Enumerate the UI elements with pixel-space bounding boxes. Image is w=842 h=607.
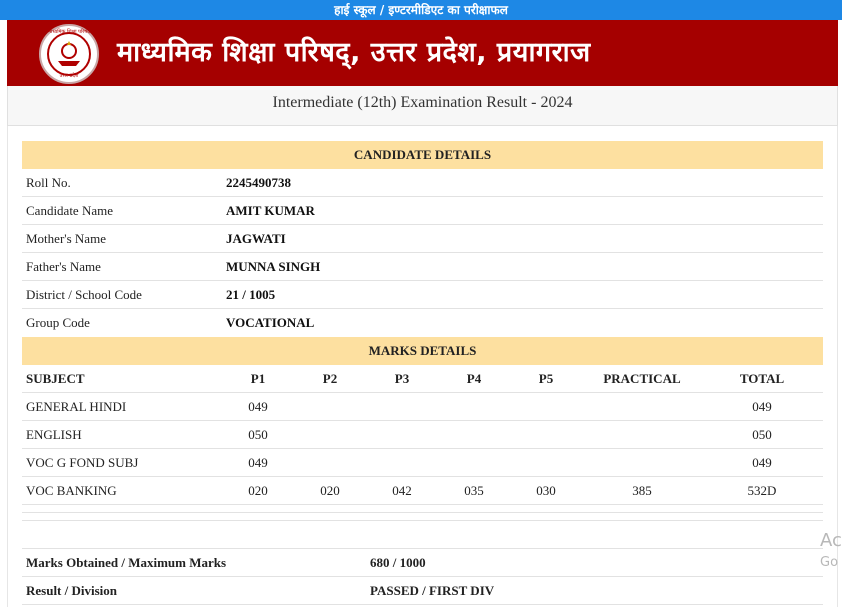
column-header: PRACTICAL [603, 371, 681, 386]
table-row [22, 449, 823, 477]
detail-value: MUNNA SINGH [226, 259, 321, 274]
marks-details-heading: MARKS DETAILS [22, 337, 823, 365]
detail-row-candidate-name [22, 197, 823, 225]
column-header: P1 [250, 371, 266, 386]
table-spacer [22, 505, 823, 513]
detail-value: JAGWATI [226, 231, 286, 246]
summary-label: Marks Obtained / Maximum Marks [26, 555, 227, 570]
detail-value: 21 / 1005 [226, 287, 276, 302]
result-division-row [22, 577, 823, 605]
exam-title: Intermediate (12th) Examination Result - 2024 [7, 86, 838, 126]
detail-value: VOCATIONAL [226, 315, 315, 330]
marks-cell: 049 [248, 399, 268, 414]
marks-cell: 042 [392, 483, 412, 498]
detail-label: Roll No. [26, 175, 71, 190]
marks-cell: 035 [464, 483, 484, 498]
column-header: TOTAL [739, 371, 785, 386]
logo-text-bottom: उत्तर प्रदेश [59, 73, 79, 79]
column-header: P4 [466, 371, 482, 386]
column-header: SUBJECT [26, 371, 85, 386]
header-banner [7, 20, 838, 86]
subject-cell: GENERAL HINDI [26, 399, 127, 414]
table-spacer [22, 521, 823, 549]
subject-cell: VOC BANKING [26, 483, 117, 498]
detail-label: Group Code [26, 315, 90, 330]
subject-cell: VOC G FOND SUBJ [26, 455, 139, 470]
marks-cell: 049 [248, 455, 268, 470]
detail-row-roll-no [22, 169, 823, 197]
table-row [22, 477, 823, 505]
watermark-line-2: Go [820, 555, 839, 570]
summary-value: 680 / 1000 [370, 555, 426, 570]
summary-label: Result / Division [26, 583, 118, 598]
table-row [22, 393, 823, 421]
table-spacer [22, 513, 823, 521]
marks-cell: 020 [320, 483, 340, 498]
activate-windows-watermark [820, 530, 842, 574]
marks-cell: 030 [536, 483, 556, 498]
marks-cell: 050 [248, 427, 268, 442]
column-header: P3 [394, 371, 410, 386]
detail-row-father-name [22, 253, 823, 281]
logo-text-top: माध्यमिक शिक्षा परिषद [48, 29, 90, 35]
detail-row-group-code [22, 309, 823, 337]
marks-header-row [22, 365, 823, 393]
candidate-details-heading: CANDIDATE DETAILS [22, 141, 823, 169]
subject-cell: ENGLISH [26, 427, 82, 442]
marks-cell: 020 [248, 483, 268, 498]
total-cell: 049 [752, 399, 772, 414]
total-cell: 050 [752, 427, 772, 442]
total-cell: 532D [747, 483, 777, 498]
column-header: P2 [322, 371, 338, 386]
marks-cell: 385 [632, 483, 652, 498]
table-row [22, 421, 823, 449]
board-logo-icon [39, 24, 99, 84]
top-title-bar: हाई स्कूल / इण्टरमीडिएट का परीक्षाफल [0, 0, 842, 20]
detail-label: Father's Name [26, 259, 101, 274]
total-cell: 049 [752, 455, 772, 470]
summary-value: PASSED / FIRST DIV [370, 583, 495, 598]
detail-row-mother-name [22, 225, 823, 253]
detail-row-district-school [22, 281, 823, 309]
detail-value: AMIT KUMAR [226, 203, 315, 218]
detail-label: Mother's Name [26, 231, 106, 246]
watermark-line-1: Ac [820, 530, 842, 551]
detail-label: Candidate Name [26, 203, 113, 218]
lamp-emblem-icon [52, 39, 86, 69]
board-title: माध्यमिक शिक्षा परिषद्, उत्तर प्रदेश, प्रयागराज [117, 37, 591, 68]
column-header: P5 [538, 371, 554, 386]
detail-value: 2245490738 [226, 175, 291, 190]
detail-label: District / School Code [26, 287, 142, 302]
marks-obtained-row [22, 549, 823, 577]
